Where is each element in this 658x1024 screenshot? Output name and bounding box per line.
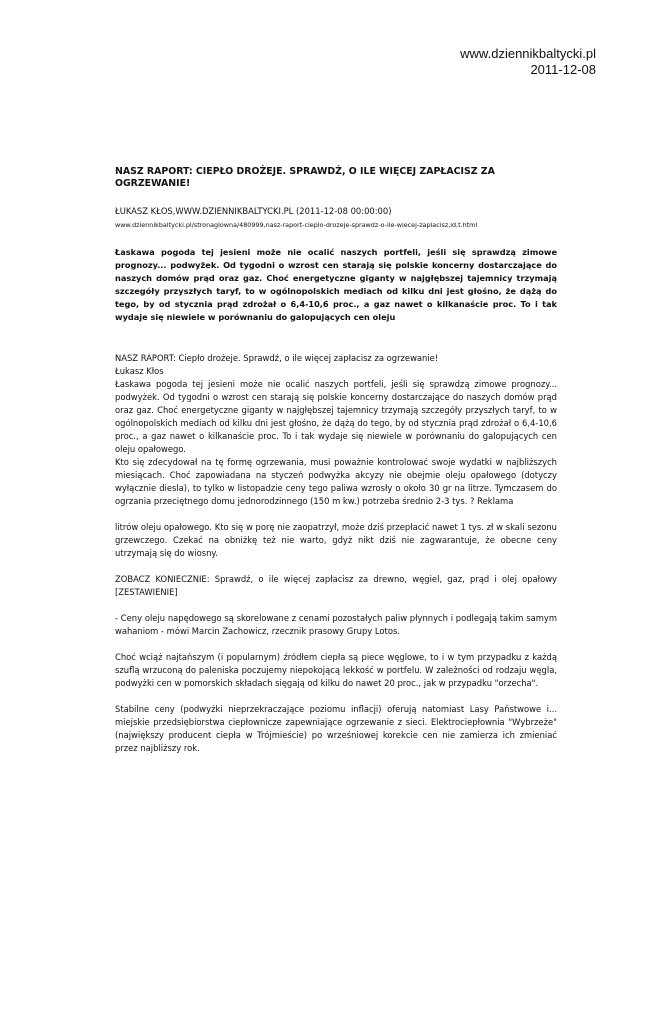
- article-title: NASZ RAPORT: CIEPŁO DROŻEJE. SPRAWDŹ, O ILE WIĘCEJ ZAPŁACISZ ZA OGRZEWANIE!: [115, 166, 495, 189]
- repeat-title: NASZ RAPORT: Ciepło drożeje. Sprawdź, o ile więcej zapłacisz za ogrzewanie!: [115, 353, 439, 363]
- source-site: www.dziennikbaltycki.pl: [460, 46, 596, 61]
- article-lead: Łaskawa pogoda tej jesieni może nie ocalić naszych portfeli, jeśli się sprawdzą zimowe prognozy... podwyżek. Od tygodni o wzrost cen starają się polskie koncerny dostarczające do naszych domów prąd oraz gaz. Choć energetyczne giganty w najgłębszej tajemnicy trzymają szczegóły przyszłych taryf, to w ogólnopolskich mediach od kilku dni jest głośno, że dążą do tego, by od stycznia prąd zdrożał o 6,4-10,6 proc., a gaz nawet o kilkanaście proc. To i tak wydaje się niewiele w porównaniu do galopujących cen oleju: [115, 247, 557, 322]
- paragraph-coal: Choć wciąż najtańszym (i popularnym) źródłem ciepła są piece węglowe, to i w tym przypadku z każdą szuflą wrzuconą do paleniska poczujemy niepokojącą lekkość w portfelu. W zależności od rodzaju węgla, podwyżki cen w pomorskich składach sięgają od kilku do nawet 20 proc., jak w przypadku "orzecha".: [115, 652, 557, 688]
- paragraph-see-also: ZOBACZ KONIECZNIE: Sprawdź, o ile więcej zapłacisz za drewno, węgiel, gaz, prąd i olej opałowy [ZESTAWIENIE]: [115, 574, 557, 597]
- article-url: www.dziennikbaltycki.pl/stronaglowna/480999,nasz-raport-cieplo-drozeje-sprawdz-o-ile-wiecej-zaplacisz,id,t.html: [115, 221, 478, 229]
- paragraph-stable: Stabilne ceny (podwyżki nieprzekraczające poziomu inflacji) oferują natomiast Lasy Państwowe i... miejskie przedsiębiorstwa ciepłownicze zapewniające ogrzewanie z sieci. Elektrociepłownia "Wybrzeże" (największy producent ciepła w Trójmieście) po wrześniowej korekcie cen nie zamierza ich zmieniać przez najbliższy rok.: [115, 704, 557, 753]
- article-body-intro: [115, 352, 557, 508]
- source-header: [460, 46, 596, 78]
- paragraph-quote: - Ceny oleju napędowego są skorelowane z cenami pozostałych paliw płynnych i podlegają takim samym wahaniom - mówi Marcin Zachowicz, rzecznik prasowy Grupy Lotos.: [115, 613, 557, 636]
- article-byline: ŁUKASZ KŁOS,WWW.DZIENNIKBALTYCKI.PL (2011-12-08 00:00:00): [115, 206, 392, 216]
- repeat-lead: Łaskawa pogoda tej jesieni może nie ocalić naszych portfeli, jeśli się sprawdzą zimowe prognozy... podwyżek. Od tygodni o wzrost cen starają się polskie koncerny dostarczające do naszych domów prąd oraz gaz. Choć energetyczne giganty w najgłębszej tajemnicy trzymają szczegóły przyszłych taryf, to w ogólnopolskich mediach od kilku dni jest głośno, że dążą do tego, by od stycznia prąd zdrożał o 6,4-10,6 proc., a gaz nawet o kilkanaście proc. To i tak wydaje się niewiele w porównaniu do galopujących cen oleju opałowego.: [115, 379, 557, 454]
- repeat-author: Łukasz Kłos: [115, 366, 164, 376]
- paragraph-liters: litrów oleju opałowego. Kto się w porę nie zaopatrzył, może dziś przepłacić nawet 1 tys. zł w skali sezonu grzewczego. Czekać na obniżkę też nie warto, gdyż nikt dziś nie zagwarantuje, że obecne ceny utrzymają się do wiosny.: [115, 522, 557, 558]
- source-date: 2011-12-08: [530, 62, 596, 77]
- paragraph-heating: Kto się zdecydował na tę formę ogrzewania, musi poważnie kontrolować swoje wydatki w najbliższych miesiącach. Choć zapowiadana na styczeń podwyżka akcyzy nie obejmie oleju opałowego (dotyczy wyłącznie diesla), to tylko w listopadzie ceny tego paliwa wzrosły o około 30 gr na litrze. Tymczasem do ogrzania przeciętnego domu jednorodzinnego (150 m kw.) potrzeba średnio 2-3 tys. ? Reklama: [115, 457, 557, 506]
- article: [115, 166, 557, 768]
